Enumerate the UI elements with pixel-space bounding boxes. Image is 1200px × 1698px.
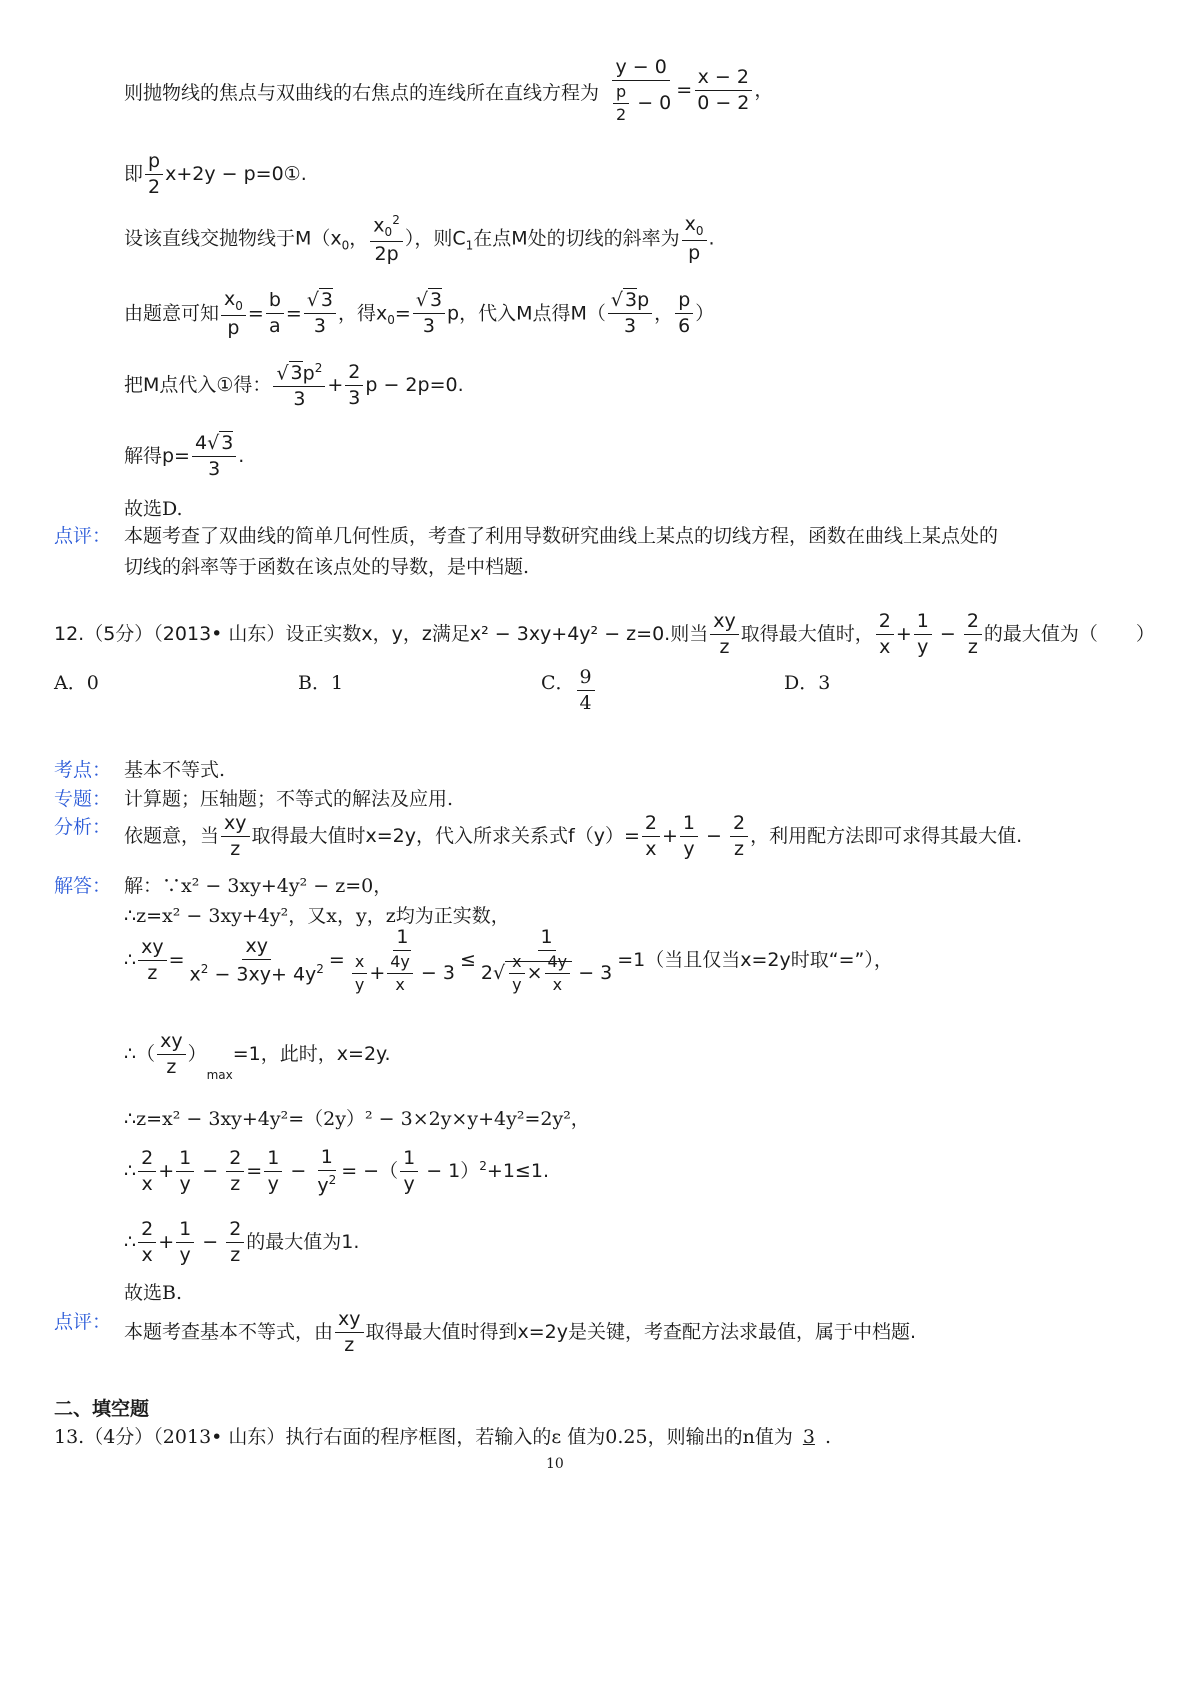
q13-answer[interactable]: 3	[802, 1426, 815, 1448]
dianping-text: 本题考查基本不等式，由 $\frac{xy}{z}$ 取得最大值时得到x=2y是关键，考查配方法求最值，属于中档题.	[124, 1308, 917, 1356]
q12-stem: 12.（5分）（2013• 山东）设正实数x，y，z满足x² − 3xy+4y² − z=0.则当 $\frac{xy}{z}$ 取得最大值时， $\frac{2}{x}$ + $\frac{1}{y}$ − $\frac{2}{z}$ 的最大值为（ ）	[54, 610, 1155, 658]
sol-step-3: ∴ $\frac{xy}{z}$ = $\frac{xy}{x^2 - 3xy+ 4y^2}$ = 1 $\frac{x}{y}$ + $\frac{4y}{x}$ − 3 ≤ 1 2√ $\frac{x}{y}$ × $\frac{4y}{x}$ − 3 =1（当且仅当x=2y时取“=”），	[124, 926, 893, 994]
option-d[interactable]: D．3	[784, 672, 831, 694]
q13-stem-text: 13.（4分）（2013• 山东）执行右面的程序框图，若输入的ε 值为0.25，则输出的n值为	[54, 1426, 793, 1448]
page-number: 10	[546, 1456, 564, 1472]
sol-step-5: ∴z=x² − 3xy+4y²=（2y）² − 3×2y×y+4y²=2y²，	[124, 1108, 590, 1130]
q13-stem	[54, 1422, 831, 1449]
option-b[interactable]: B．1	[298, 672, 344, 694]
section-title: 二、填空题	[54, 1398, 150, 1420]
sol-step-1: 解：∵x² − 3xy+4y² − z=0，	[124, 875, 393, 897]
zhuanti-label: 专题：	[54, 788, 112, 810]
option-c[interactable]	[541, 668, 597, 713]
q12-stem-b: 取得最大值时，	[740, 623, 874, 645]
prev-comment-label: 点评：	[54, 525, 112, 547]
sol-step-6: ∴ $\frac{2}{x}$ + $\frac{1}{y}$ − $\frac{2}{z}$ = $\frac{1}{y}$ − $\frac{1}{y^2}$ = −（ $\frac{1}{y}$ − 1）$^2$+1≤1.	[124, 1146, 549, 1197]
option-a[interactable]: A．0	[54, 672, 99, 694]
dianping-label: 点评：	[54, 1311, 112, 1333]
prev-comment-2: 切线的斜率等于函数在该点处的导数，是中档题.	[124, 556, 530, 578]
fenxi-b: 取得最大值时x=2y，代入所求关系式f（y）=	[251, 825, 640, 847]
q13-end: .	[824, 1426, 831, 1448]
sol-step-6-tail: +1≤1.	[486, 1160, 549, 1183]
sol-step-3-tail: =1（当且仅当x=2y时取“=”），	[617, 949, 893, 971]
prev-line-6: 解得p= $\frac{4√ 3}{3}$ .	[124, 432, 245, 480]
sol-step-7: ∴ $\frac{2}{x}$ + $\frac{1}{y}$ − $\frac{2}{z}$ 的最大值为1.	[124, 1218, 360, 1266]
q12-stem-a: 12.（5分）（2013• 山东）设正实数x，y，z满足x² − 3xy+4y² − z=0.则当	[54, 623, 709, 645]
prev-line-4: 由题意可知 $\frac{x_0}{p}$ = $\frac{b}{a}$ = $\frac{√ 3}{3}$ ，得$x_0=$ $\frac{√ 3}{3}$ p，代入M点得M（ $\frac{√ 3p}{3}$ ， $\frac{p}{6}$ ）	[124, 288, 715, 339]
prev-comment-1: 本题考查了双曲线的简单几何性质，考查了利用导数研究曲线上某点的切线方程，函数在曲线上某点处的	[124, 525, 999, 547]
prev-line-1-equation: y − 0 $\frac{p}{2}$ − 0 = $\frac{x - 2}{0 - 2}$ ，	[606, 58, 773, 123]
sol-step-2: ∴z=x² − 3xy+4y²，又x，y，z均为正实数，	[124, 905, 510, 927]
fenxi-label: 分析：	[54, 816, 112, 838]
sol-step-4: ∴（ $\frac{xy}{z}$ ）$_{max}=1$，此时，x=2y.	[124, 1030, 391, 1082]
q12-stem-c: 的最大值为（ ）	[983, 623, 1155, 645]
prev-line-5: 把M点代入①得： $\frac{√ 3p^2}{3}$ + $\frac{2}{3}$ p − 2p=0.	[124, 361, 464, 411]
prev-line-3: 设该直线交抛物线于$M(x_0$， $\frac{x_0^2}{2p}$ ），则$C_1$在点M处的切线的斜率为 $\frac{x_0}{p}$ .	[124, 213, 715, 266]
sol-step-7-tail: 的最大值为1.	[246, 1231, 360, 1253]
prev-line-1-text: 则抛物线的焦点与双曲线的右焦点的连线所在直线方程为	[124, 82, 600, 104]
sol-step-4-c: =1，此时，x=2y.	[232, 1043, 391, 1065]
kaodian-label: 考点：	[54, 759, 112, 781]
fenxi-a: 依题意，当	[124, 825, 220, 847]
sol-step-4-b: ）	[187, 1043, 207, 1065]
sol-step-4-sub: max	[206, 1067, 233, 1082]
jieda-label: 解答：	[54, 875, 112, 897]
sol-step-8: 故选B.	[124, 1282, 183, 1304]
fenxi-c: ，利用配方法即可求得其最大值.	[750, 825, 1023, 847]
fenxi-text: 依题意，当 $\frac{xy}{z}$ 取得最大值时x=2y，代入所求关系式f（y）= $\frac{2}{x}$ + $\frac{1}{y}$ − $\frac{2}{z}$ ，利用配方法即可求得其最大值.	[124, 812, 1023, 860]
zhuanti-text: 计算题；压轴题；不等式的解法及应用.	[124, 788, 454, 810]
prev-line-7: 故选D.	[124, 498, 183, 520]
dianping-a: 本题考查基本不等式，由	[124, 1321, 334, 1343]
sol-step-4-a: ∴（	[124, 1043, 156, 1065]
option-c-denominator: 4	[579, 692, 592, 714]
dianping-b: 取得最大值时得到x=2y是关键，考查配方法求最值，属于中档题.	[365, 1321, 917, 1343]
option-c-numerator: 9	[577, 668, 595, 691]
prev-line-1	[124, 78, 599, 105]
prev-line-2: 即 $\frac{p}{2}$ x+2y − p=0①.	[124, 150, 307, 198]
option-c-label: C．	[541, 672, 575, 694]
kaodian-text: 基本不等式.	[124, 759, 226, 781]
